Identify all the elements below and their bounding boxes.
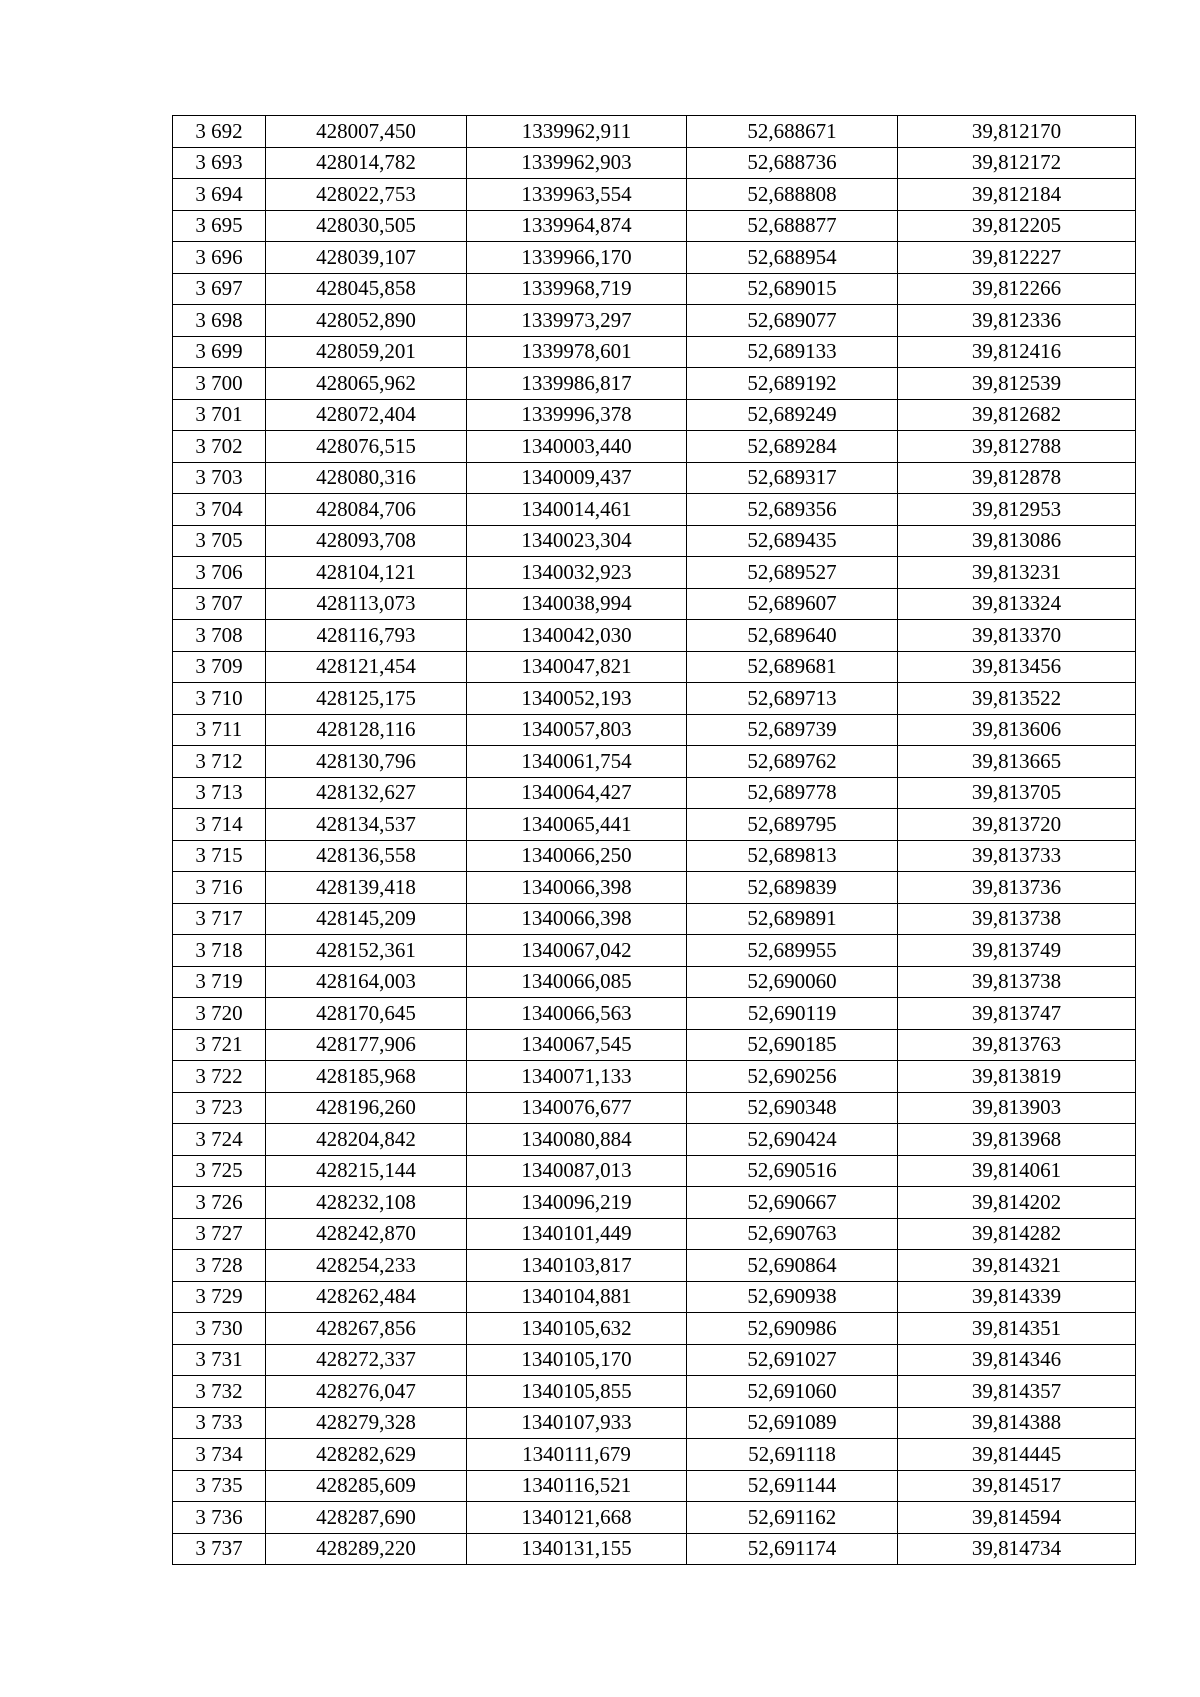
x-coordinate-cell: 428128,116 bbox=[266, 714, 467, 746]
y-coordinate-cell: 1340023,304 bbox=[467, 525, 687, 557]
table-row bbox=[173, 494, 1136, 526]
table-row bbox=[173, 1502, 1136, 1534]
longitude-cell: 39,812539 bbox=[898, 368, 1136, 400]
y-coordinate-cell: 1339986,817 bbox=[467, 368, 687, 400]
longitude-cell: 39,814339 bbox=[898, 1281, 1136, 1313]
longitude-cell: 39,813720 bbox=[898, 809, 1136, 841]
y-coordinate-cell: 1340111,679 bbox=[467, 1439, 687, 1471]
longitude-cell: 39,813763 bbox=[898, 1029, 1136, 1061]
point-number-cell: 3 719 bbox=[173, 966, 266, 998]
latitude-cell: 52,691174 bbox=[687, 1533, 898, 1565]
point-number-cell: 3 695 bbox=[173, 210, 266, 242]
longitude-cell: 39,814517 bbox=[898, 1470, 1136, 1502]
longitude-cell: 39,813456 bbox=[898, 651, 1136, 683]
table-row bbox=[173, 557, 1136, 589]
longitude-cell: 39,814445 bbox=[898, 1439, 1136, 1471]
y-coordinate-cell: 1340052,193 bbox=[467, 683, 687, 715]
y-coordinate-cell: 1339973,297 bbox=[467, 305, 687, 337]
longitude-cell: 39,813231 bbox=[898, 557, 1136, 589]
longitude-cell: 39,813819 bbox=[898, 1061, 1136, 1093]
table-row bbox=[173, 368, 1136, 400]
longitude-cell: 39,813903 bbox=[898, 1092, 1136, 1124]
table-row bbox=[173, 872, 1136, 904]
table-row bbox=[173, 1439, 1136, 1471]
latitude-cell: 52,689839 bbox=[687, 872, 898, 904]
x-coordinate-cell: 428185,968 bbox=[266, 1061, 467, 1093]
longitude-cell: 39,813705 bbox=[898, 777, 1136, 809]
y-coordinate-cell: 1339963,554 bbox=[467, 179, 687, 211]
latitude-cell: 52,691118 bbox=[687, 1439, 898, 1471]
table-row bbox=[173, 1218, 1136, 1250]
longitude-cell: 39,814202 bbox=[898, 1187, 1136, 1219]
x-coordinate-cell: 428152,361 bbox=[266, 935, 467, 967]
table-row bbox=[173, 147, 1136, 179]
x-coordinate-cell: 428116,793 bbox=[266, 620, 467, 652]
x-coordinate-cell: 428242,870 bbox=[266, 1218, 467, 1250]
point-number-cell: 3 715 bbox=[173, 840, 266, 872]
x-coordinate-cell: 428130,796 bbox=[266, 746, 467, 778]
longitude-cell: 39,812682 bbox=[898, 399, 1136, 431]
table-row bbox=[173, 305, 1136, 337]
y-coordinate-cell: 1340057,803 bbox=[467, 714, 687, 746]
point-number-cell: 3 732 bbox=[173, 1376, 266, 1408]
point-number-cell: 3 716 bbox=[173, 872, 266, 904]
point-number-cell: 3 696 bbox=[173, 242, 266, 274]
y-coordinate-cell: 1340121,668 bbox=[467, 1502, 687, 1534]
latitude-cell: 52,689681 bbox=[687, 651, 898, 683]
longitude-cell: 39,813738 bbox=[898, 966, 1136, 998]
y-coordinate-cell: 1339962,903 bbox=[467, 147, 687, 179]
x-coordinate-cell: 428132,627 bbox=[266, 777, 467, 809]
longitude-cell: 39,812336 bbox=[898, 305, 1136, 337]
latitude-cell: 52,690864 bbox=[687, 1250, 898, 1282]
table-row bbox=[173, 242, 1136, 274]
table-row bbox=[173, 1124, 1136, 1156]
longitude-cell: 39,812205 bbox=[898, 210, 1136, 242]
x-coordinate-cell: 428289,220 bbox=[266, 1533, 467, 1565]
longitude-cell: 39,814357 bbox=[898, 1376, 1136, 1408]
x-coordinate-cell: 428059,201 bbox=[266, 336, 467, 368]
table-row bbox=[173, 1470, 1136, 1502]
y-coordinate-cell: 1340066,085 bbox=[467, 966, 687, 998]
y-coordinate-cell: 1339966,170 bbox=[467, 242, 687, 274]
table-row bbox=[173, 1092, 1136, 1124]
latitude-cell: 52,691027 bbox=[687, 1344, 898, 1376]
x-coordinate-cell: 428285,609 bbox=[266, 1470, 467, 1502]
y-coordinate-cell: 1339968,719 bbox=[467, 273, 687, 305]
table-row bbox=[173, 998, 1136, 1030]
y-coordinate-cell: 1340103,817 bbox=[467, 1250, 687, 1282]
y-coordinate-cell: 1339964,874 bbox=[467, 210, 687, 242]
y-coordinate-cell: 1340107,933 bbox=[467, 1407, 687, 1439]
x-coordinate-cell: 428254,233 bbox=[266, 1250, 467, 1282]
longitude-cell: 39,813749 bbox=[898, 935, 1136, 967]
point-number-cell: 3 736 bbox=[173, 1502, 266, 1534]
point-number-cell: 3 705 bbox=[173, 525, 266, 557]
table-row bbox=[173, 935, 1136, 967]
y-coordinate-cell: 1340003,440 bbox=[467, 431, 687, 463]
x-coordinate-cell: 428093,708 bbox=[266, 525, 467, 557]
latitude-cell: 52,689192 bbox=[687, 368, 898, 400]
point-number-cell: 3 734 bbox=[173, 1439, 266, 1471]
latitude-cell: 52,688736 bbox=[687, 147, 898, 179]
point-number-cell: 3 737 bbox=[173, 1533, 266, 1565]
table-row bbox=[173, 1155, 1136, 1187]
point-number-cell: 3 693 bbox=[173, 147, 266, 179]
table-row bbox=[173, 840, 1136, 872]
point-number-cell: 3 694 bbox=[173, 179, 266, 211]
point-number-cell: 3 730 bbox=[173, 1313, 266, 1345]
x-coordinate-cell: 428121,454 bbox=[266, 651, 467, 683]
x-coordinate-cell: 428134,537 bbox=[266, 809, 467, 841]
longitude-cell: 39,813733 bbox=[898, 840, 1136, 872]
point-number-cell: 3 699 bbox=[173, 336, 266, 368]
y-coordinate-cell: 1340064,427 bbox=[467, 777, 687, 809]
point-number-cell: 3 700 bbox=[173, 368, 266, 400]
latitude-cell: 52,689249 bbox=[687, 399, 898, 431]
y-coordinate-cell: 1340105,170 bbox=[467, 1344, 687, 1376]
table-row bbox=[173, 179, 1136, 211]
table-row bbox=[173, 588, 1136, 620]
coordinates-table-body bbox=[173, 116, 1136, 1565]
latitude-cell: 52,690516 bbox=[687, 1155, 898, 1187]
longitude-cell: 39,814351 bbox=[898, 1313, 1136, 1345]
x-coordinate-cell: 428287,690 bbox=[266, 1502, 467, 1534]
longitude-cell: 39,814061 bbox=[898, 1155, 1136, 1187]
y-coordinate-cell: 1340066,563 bbox=[467, 998, 687, 1030]
latitude-cell: 52,689317 bbox=[687, 462, 898, 494]
y-coordinate-cell: 1340066,250 bbox=[467, 840, 687, 872]
latitude-cell: 52,689778 bbox=[687, 777, 898, 809]
x-coordinate-cell: 428177,906 bbox=[266, 1029, 467, 1061]
longitude-cell: 39,813086 bbox=[898, 525, 1136, 557]
latitude-cell: 52,690256 bbox=[687, 1061, 898, 1093]
table-row bbox=[173, 714, 1136, 746]
x-coordinate-cell: 428267,856 bbox=[266, 1313, 467, 1345]
x-coordinate-cell: 428272,337 bbox=[266, 1344, 467, 1376]
longitude-cell: 39,814734 bbox=[898, 1533, 1136, 1565]
latitude-cell: 52,690667 bbox=[687, 1187, 898, 1219]
y-coordinate-cell: 1340009,437 bbox=[467, 462, 687, 494]
table-row bbox=[173, 116, 1136, 148]
point-number-cell: 3 714 bbox=[173, 809, 266, 841]
latitude-cell: 52,689713 bbox=[687, 683, 898, 715]
table-row bbox=[173, 1029, 1136, 1061]
table-row bbox=[173, 1313, 1136, 1345]
x-coordinate-cell: 428276,047 bbox=[266, 1376, 467, 1408]
latitude-cell: 52,689435 bbox=[687, 525, 898, 557]
y-coordinate-cell: 1340104,881 bbox=[467, 1281, 687, 1313]
longitude-cell: 39,814321 bbox=[898, 1250, 1136, 1282]
latitude-cell: 52,690119 bbox=[687, 998, 898, 1030]
x-coordinate-cell: 428014,782 bbox=[266, 147, 467, 179]
latitude-cell: 52,689955 bbox=[687, 935, 898, 967]
longitude-cell: 39,813324 bbox=[898, 588, 1136, 620]
y-coordinate-cell: 1340116,521 bbox=[467, 1470, 687, 1502]
x-coordinate-cell: 428125,175 bbox=[266, 683, 467, 715]
x-coordinate-cell: 428145,209 bbox=[266, 903, 467, 935]
longitude-cell: 39,813738 bbox=[898, 903, 1136, 935]
longitude-cell: 39,813370 bbox=[898, 620, 1136, 652]
table-row bbox=[173, 1407, 1136, 1439]
longitude-cell: 39,812227 bbox=[898, 242, 1136, 274]
point-number-cell: 3 735 bbox=[173, 1470, 266, 1502]
point-number-cell: 3 707 bbox=[173, 588, 266, 620]
latitude-cell: 52,689133 bbox=[687, 336, 898, 368]
longitude-cell: 39,812266 bbox=[898, 273, 1136, 305]
longitude-cell: 39,813522 bbox=[898, 683, 1136, 715]
point-number-cell: 3 731 bbox=[173, 1344, 266, 1376]
latitude-cell: 52,689813 bbox=[687, 840, 898, 872]
point-number-cell: 3 726 bbox=[173, 1187, 266, 1219]
latitude-cell: 52,688954 bbox=[687, 242, 898, 274]
point-number-cell: 3 703 bbox=[173, 462, 266, 494]
longitude-cell: 39,812172 bbox=[898, 147, 1136, 179]
y-coordinate-cell: 1340076,677 bbox=[467, 1092, 687, 1124]
x-coordinate-cell: 428113,073 bbox=[266, 588, 467, 620]
point-number-cell: 3 702 bbox=[173, 431, 266, 463]
x-coordinate-cell: 428039,107 bbox=[266, 242, 467, 274]
latitude-cell: 52,689356 bbox=[687, 494, 898, 526]
latitude-cell: 52,688877 bbox=[687, 210, 898, 242]
latitude-cell: 52,691162 bbox=[687, 1502, 898, 1534]
table-row bbox=[173, 1344, 1136, 1376]
y-coordinate-cell: 1340038,994 bbox=[467, 588, 687, 620]
latitude-cell: 52,690986 bbox=[687, 1313, 898, 1345]
y-coordinate-cell: 1340071,133 bbox=[467, 1061, 687, 1093]
latitude-cell: 52,689640 bbox=[687, 620, 898, 652]
x-coordinate-cell: 428080,316 bbox=[266, 462, 467, 494]
x-coordinate-cell: 428139,418 bbox=[266, 872, 467, 904]
table-row bbox=[173, 336, 1136, 368]
latitude-cell: 52,689607 bbox=[687, 588, 898, 620]
x-coordinate-cell: 428136,558 bbox=[266, 840, 467, 872]
point-number-cell: 3 721 bbox=[173, 1029, 266, 1061]
latitude-cell: 52,689891 bbox=[687, 903, 898, 935]
table-row bbox=[173, 746, 1136, 778]
x-coordinate-cell: 428052,890 bbox=[266, 305, 467, 337]
longitude-cell: 39,813665 bbox=[898, 746, 1136, 778]
table-row bbox=[173, 1533, 1136, 1565]
longitude-cell: 39,813736 bbox=[898, 872, 1136, 904]
y-coordinate-cell: 1340105,632 bbox=[467, 1313, 687, 1345]
y-coordinate-cell: 1339996,378 bbox=[467, 399, 687, 431]
y-coordinate-cell: 1340096,219 bbox=[467, 1187, 687, 1219]
y-coordinate-cell: 1340101,449 bbox=[467, 1218, 687, 1250]
latitude-cell: 52,689284 bbox=[687, 431, 898, 463]
y-coordinate-cell: 1340067,042 bbox=[467, 935, 687, 967]
x-coordinate-cell: 428076,515 bbox=[266, 431, 467, 463]
x-coordinate-cell: 428104,121 bbox=[266, 557, 467, 589]
latitude-cell: 52,689077 bbox=[687, 305, 898, 337]
point-number-cell: 3 724 bbox=[173, 1124, 266, 1156]
latitude-cell: 52,690424 bbox=[687, 1124, 898, 1156]
table-row bbox=[173, 210, 1136, 242]
point-number-cell: 3 697 bbox=[173, 273, 266, 305]
latitude-cell: 52,690938 bbox=[687, 1281, 898, 1313]
y-coordinate-cell: 1340105,855 bbox=[467, 1376, 687, 1408]
y-coordinate-cell: 1339962,911 bbox=[467, 116, 687, 148]
latitude-cell: 52,691089 bbox=[687, 1407, 898, 1439]
table-row bbox=[173, 777, 1136, 809]
longitude-cell: 39,814282 bbox=[898, 1218, 1136, 1250]
latitude-cell: 52,690348 bbox=[687, 1092, 898, 1124]
latitude-cell: 52,691144 bbox=[687, 1470, 898, 1502]
point-number-cell: 3 720 bbox=[173, 998, 266, 1030]
y-coordinate-cell: 1340047,821 bbox=[467, 651, 687, 683]
x-coordinate-cell: 428204,842 bbox=[266, 1124, 467, 1156]
point-number-cell: 3 725 bbox=[173, 1155, 266, 1187]
longitude-cell: 39,813606 bbox=[898, 714, 1136, 746]
table-row bbox=[173, 1376, 1136, 1408]
point-number-cell: 3 729 bbox=[173, 1281, 266, 1313]
x-coordinate-cell: 428072,404 bbox=[266, 399, 467, 431]
longitude-cell: 39,812416 bbox=[898, 336, 1136, 368]
point-number-cell: 3 708 bbox=[173, 620, 266, 652]
table-row bbox=[173, 651, 1136, 683]
y-coordinate-cell: 1340131,155 bbox=[467, 1533, 687, 1565]
latitude-cell: 52,688808 bbox=[687, 179, 898, 211]
table-row bbox=[173, 620, 1136, 652]
table-row bbox=[173, 683, 1136, 715]
longitude-cell: 39,814388 bbox=[898, 1407, 1136, 1439]
y-coordinate-cell: 1340067,545 bbox=[467, 1029, 687, 1061]
x-coordinate-cell: 428196,260 bbox=[266, 1092, 467, 1124]
point-number-cell: 3 709 bbox=[173, 651, 266, 683]
point-number-cell: 3 733 bbox=[173, 1407, 266, 1439]
table-row bbox=[173, 809, 1136, 841]
table-row bbox=[173, 431, 1136, 463]
longitude-cell: 39,812170 bbox=[898, 116, 1136, 148]
x-coordinate-cell: 428007,450 bbox=[266, 116, 467, 148]
point-number-cell: 3 723 bbox=[173, 1092, 266, 1124]
coordinates-table bbox=[172, 115, 1136, 1565]
y-coordinate-cell: 1340065,441 bbox=[467, 809, 687, 841]
y-coordinate-cell: 1340061,754 bbox=[467, 746, 687, 778]
longitude-cell: 39,812953 bbox=[898, 494, 1136, 526]
y-coordinate-cell: 1340032,923 bbox=[467, 557, 687, 589]
y-coordinate-cell: 1340066,398 bbox=[467, 872, 687, 904]
longitude-cell: 39,814346 bbox=[898, 1344, 1136, 1376]
point-number-cell: 3 712 bbox=[173, 746, 266, 778]
point-number-cell: 3 717 bbox=[173, 903, 266, 935]
x-coordinate-cell: 428215,144 bbox=[266, 1155, 467, 1187]
table-row bbox=[173, 1281, 1136, 1313]
point-number-cell: 3 701 bbox=[173, 399, 266, 431]
longitude-cell: 39,813747 bbox=[898, 998, 1136, 1030]
point-number-cell: 3 728 bbox=[173, 1250, 266, 1282]
y-coordinate-cell: 1340042,030 bbox=[467, 620, 687, 652]
table-row bbox=[173, 399, 1136, 431]
x-coordinate-cell: 428065,962 bbox=[266, 368, 467, 400]
point-number-cell: 3 711 bbox=[173, 714, 266, 746]
table-row bbox=[173, 1061, 1136, 1093]
point-number-cell: 3 727 bbox=[173, 1218, 266, 1250]
latitude-cell: 52,689739 bbox=[687, 714, 898, 746]
x-coordinate-cell: 428022,753 bbox=[266, 179, 467, 211]
longitude-cell: 39,812788 bbox=[898, 431, 1136, 463]
table-row bbox=[173, 1250, 1136, 1282]
x-coordinate-cell: 428232,108 bbox=[266, 1187, 467, 1219]
latitude-cell: 52,690060 bbox=[687, 966, 898, 998]
table-row bbox=[173, 525, 1136, 557]
longitude-cell: 39,812878 bbox=[898, 462, 1136, 494]
x-coordinate-cell: 428164,003 bbox=[266, 966, 467, 998]
point-number-cell: 3 692 bbox=[173, 116, 266, 148]
x-coordinate-cell: 428030,505 bbox=[266, 210, 467, 242]
y-coordinate-cell: 1340014,461 bbox=[467, 494, 687, 526]
latitude-cell: 52,689795 bbox=[687, 809, 898, 841]
table-row bbox=[173, 273, 1136, 305]
latitude-cell: 52,690185 bbox=[687, 1029, 898, 1061]
table-row bbox=[173, 462, 1136, 494]
table-row bbox=[173, 1187, 1136, 1219]
point-number-cell: 3 698 bbox=[173, 305, 266, 337]
y-coordinate-cell: 1339978,601 bbox=[467, 336, 687, 368]
x-coordinate-cell: 428279,328 bbox=[266, 1407, 467, 1439]
y-coordinate-cell: 1340080,884 bbox=[467, 1124, 687, 1156]
point-number-cell: 3 706 bbox=[173, 557, 266, 589]
point-number-cell: 3 704 bbox=[173, 494, 266, 526]
x-coordinate-cell: 428282,629 bbox=[266, 1439, 467, 1471]
x-coordinate-cell: 428045,858 bbox=[266, 273, 467, 305]
latitude-cell: 52,689527 bbox=[687, 557, 898, 589]
latitude-cell: 52,691060 bbox=[687, 1376, 898, 1408]
point-number-cell: 3 722 bbox=[173, 1061, 266, 1093]
point-number-cell: 3 710 bbox=[173, 683, 266, 715]
longitude-cell: 39,813968 bbox=[898, 1124, 1136, 1156]
point-number-cell: 3 718 bbox=[173, 935, 266, 967]
x-coordinate-cell: 428170,645 bbox=[266, 998, 467, 1030]
y-coordinate-cell: 1340087,013 bbox=[467, 1155, 687, 1187]
longitude-cell: 39,812184 bbox=[898, 179, 1136, 211]
x-coordinate-cell: 428262,484 bbox=[266, 1281, 467, 1313]
x-coordinate-cell: 428084,706 bbox=[266, 494, 467, 526]
table-row bbox=[173, 966, 1136, 998]
table-row bbox=[173, 903, 1136, 935]
latitude-cell: 52,689015 bbox=[687, 273, 898, 305]
longitude-cell: 39,814594 bbox=[898, 1502, 1136, 1534]
y-coordinate-cell: 1340066,398 bbox=[467, 903, 687, 935]
point-number-cell: 3 713 bbox=[173, 777, 266, 809]
latitude-cell: 52,689762 bbox=[687, 746, 898, 778]
latitude-cell: 52,688671 bbox=[687, 116, 898, 148]
latitude-cell: 52,690763 bbox=[687, 1218, 898, 1250]
